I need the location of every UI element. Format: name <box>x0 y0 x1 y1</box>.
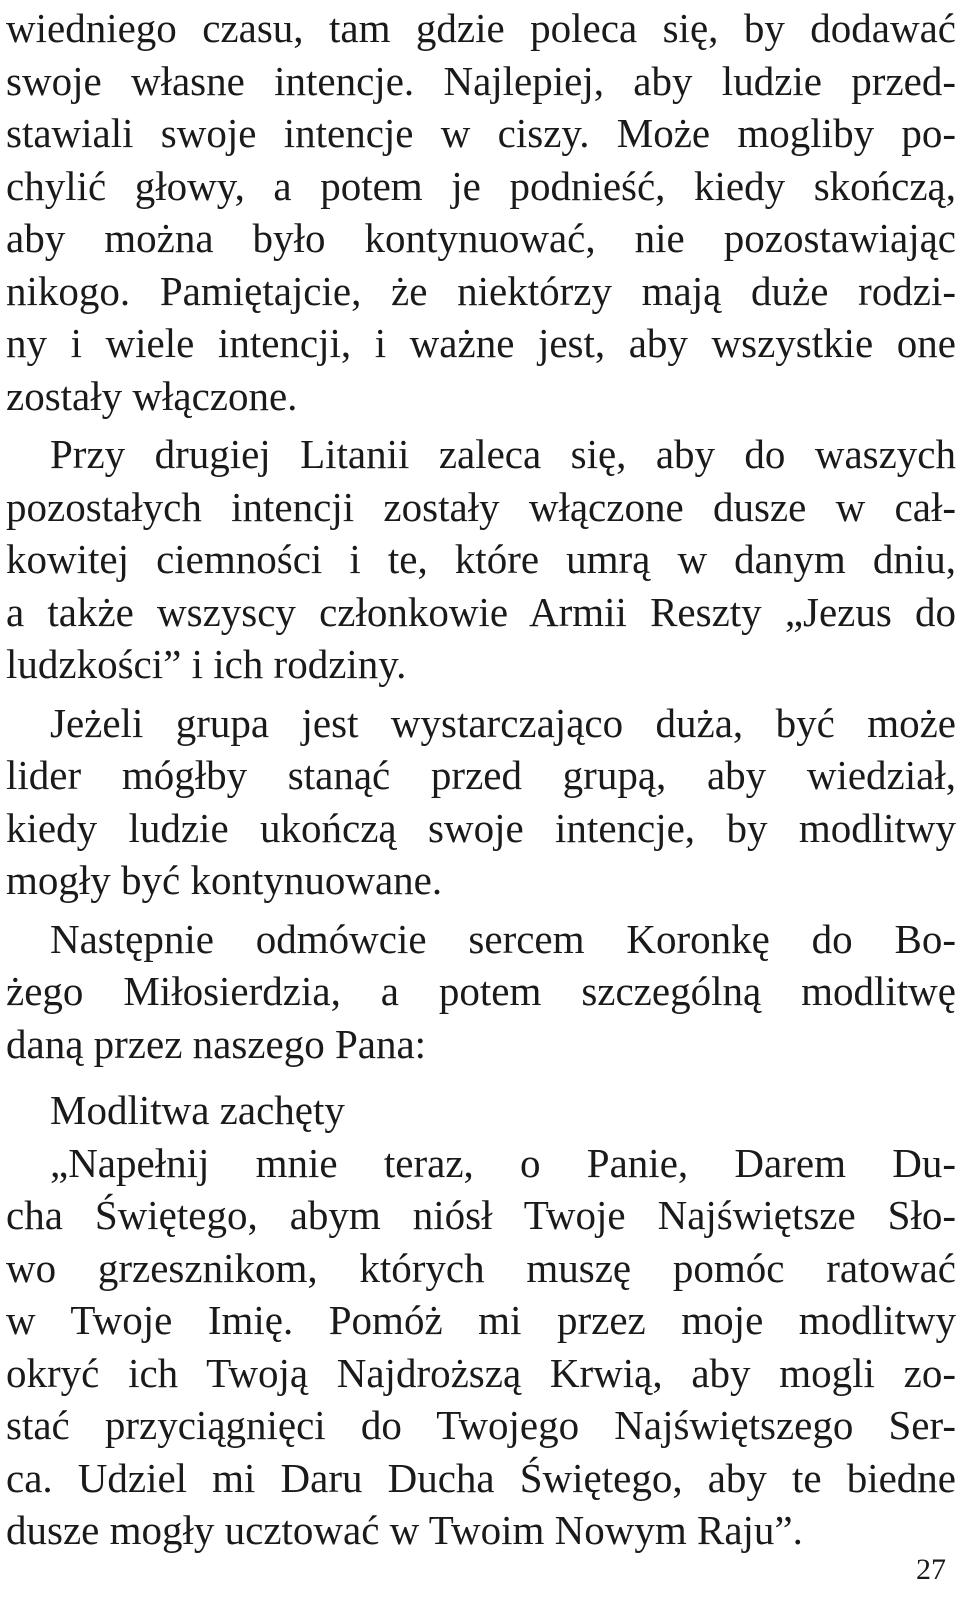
text-line: ny i wiele intencji, i ważne jest, aby wszystkie one <box>6 320 956 366</box>
text-line: wo grzesznikom, których muszę pomóc ratować <box>6 1244 956 1291</box>
prayer <box>6 1084 956 1557</box>
text-line: zostały włączone. <box>6 372 298 419</box>
text-line: „Napełnij mnie teraz, o Panie, Darem Du- <box>50 1139 956 1186</box>
prayer-title: Modlitwa zachęty <box>50 1087 345 1133</box>
text-line: pozostałych intencji zostały włączone dusze w cał- <box>6 483 956 530</box>
text-line: kiedy ludzie ukończą swoje intencje, by modlitwy <box>6 804 956 851</box>
text-line: ca. Udziel mi Daru Ducha Świętego, aby te biedne <box>6 1454 956 1501</box>
paragraph-3 <box>6 697 956 907</box>
text-line: a także wszyscy członkowie Armii Reszty „Jezus do <box>6 588 956 635</box>
text-line: kowitej ciemności i te, które umrą w danym dniu, <box>6 536 956 582</box>
text-line: daną przez naszego Pana: <box>6 1020 427 1067</box>
text-line: nikogo. Pamiętajcie, że niektórzy mają duże rodzi- <box>6 267 956 314</box>
text-line: w Twoje Imię. Pomóż mi przez moje modlitwy <box>6 1297 956 1343</box>
text-line: żego Miłosierdzia, a potem szczególną modlitwę <box>6 968 956 1014</box>
paragraph-4 <box>6 913 956 1071</box>
text-line: Następnie odmówcie sercem Koronkę do Bo- <box>50 915 956 962</box>
page-number: 27 <box>916 1553 946 1586</box>
text-line: aby można było kontynuować, nie pozostawiając <box>6 215 956 261</box>
page-body <box>6 2 956 1557</box>
text-line: okryć ich Twoją Najdroższą Krwią, aby mogli zo- <box>6 1349 956 1396</box>
text-line: wiedniego czasu, tam gdzie poleca się, by dodawać <box>6 5 956 51</box>
text-line: stawiali swoje intencje w ciszy. Może mogliby po- <box>6 110 956 156</box>
text-line: swoje własne intencje. Najlepiej, aby ludzie przed- <box>6 57 956 104</box>
text-line: lider mógłby stanąć przed grupą, aby wiedział, <box>6 752 956 798</box>
text-line: Przy drugiej Litanii zaleca się, aby do waszych <box>50 431 956 477</box>
paragraph-1 <box>6 2 956 422</box>
text-line: cha Świętego, abym niósł Twoje Najświętsze Sło- <box>6 1192 956 1238</box>
text-line: dusze mogły ucztować w Twoim Nowym Raju”. <box>6 1507 803 1553</box>
text-line: mogły być kontynuowane. <box>6 857 443 903</box>
paragraph-2 <box>6 428 956 691</box>
text-line: Jeżeli grupa jest wystarczająco duża, być może <box>50 699 956 746</box>
text-line: ludzkości” i ich rodziny. <box>6 641 407 687</box>
text-line: chylić głowy, a potem je podnieść, kiedy skończą, <box>6 162 956 209</box>
text-line: stać przyciągnięci do Twojego Najświętszego Ser- <box>6 1402 956 1448</box>
